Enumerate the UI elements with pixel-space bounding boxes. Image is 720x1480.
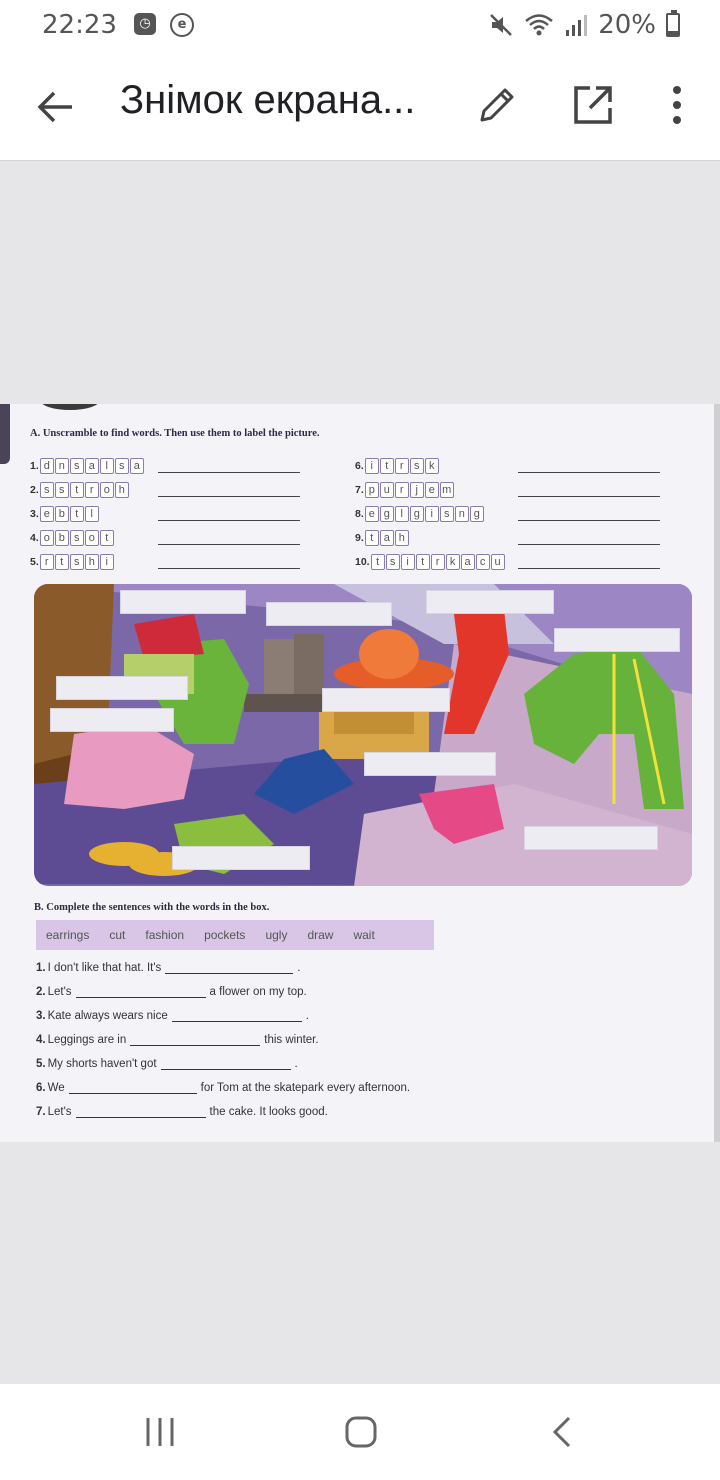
status-right-icons [488, 10, 680, 40]
letter-tile: s [386, 554, 400, 570]
letter-tile: a [130, 458, 144, 474]
letter-tile: r [85, 482, 99, 498]
letter-tile: l [100, 458, 114, 474]
sentence-row [36, 962, 301, 974]
picture-label-box [426, 590, 554, 614]
picture-label-box [266, 602, 392, 626]
status-time: 22:23 [42, 10, 117, 40]
letter-tile: s [440, 506, 454, 522]
open-external-icon[interactable] [568, 80, 618, 130]
letter-tile: a [380, 530, 394, 546]
letter-tile: t [380, 458, 394, 474]
answer-line [518, 496, 660, 497]
letter-tile: b [55, 506, 69, 522]
letter-tile: i [100, 554, 114, 570]
navigation-bar [0, 1384, 720, 1480]
page-title: Знімок екрана... [120, 78, 416, 122]
letter-tiles [40, 554, 114, 570]
picture-label-box [50, 708, 174, 732]
unscramble-item [355, 458, 439, 474]
page-edge-decoration [0, 404, 10, 464]
unscramble-item [30, 458, 144, 474]
letter-tiles [365, 458, 439, 474]
more-vert-icon[interactable] [652, 80, 702, 130]
letter-tiles [40, 458, 144, 474]
letter-tile: u [380, 482, 394, 498]
sentence-number: 1. [36, 962, 46, 974]
letter-tile: b [55, 530, 69, 546]
clothes-picture [34, 584, 692, 886]
word-box [36, 920, 434, 950]
picture-label-box [364, 752, 496, 776]
sentence-number: 4. [36, 1034, 46, 1046]
sentence-text: for Tom at the skatepark every afternoon. [200, 1082, 411, 1094]
letter-tile: h [395, 530, 409, 546]
letter-tile: t [70, 506, 84, 522]
signal-icon [564, 12, 588, 38]
letter-tile: t [70, 482, 84, 498]
letter-tile: r [431, 554, 445, 570]
screenshot-image[interactable] [0, 404, 720, 1142]
item-number: 5. [30, 556, 39, 568]
word-box-word: pockets [204, 928, 246, 942]
unscramble-item [30, 554, 114, 570]
sentence-text: Let's [47, 986, 72, 998]
answer-line [158, 472, 300, 473]
picture-label-box [172, 846, 310, 870]
sentence-text: I don't like that hat. It's [47, 962, 162, 974]
sentence-text: Let's [47, 1106, 72, 1118]
answer-line [158, 544, 300, 545]
sentence-row [36, 1010, 309, 1022]
answer-blank [130, 1036, 260, 1046]
letter-tile: g [470, 506, 484, 522]
letter-tile: l [85, 506, 99, 522]
letter-tiles [365, 506, 484, 522]
letter-tile: s [70, 554, 84, 570]
sentence-text: . [297, 962, 301, 974]
letter-tile: r [395, 458, 409, 474]
back-icon[interactable] [543, 1412, 583, 1452]
letter-tile: t [416, 554, 430, 570]
answer-blank [76, 1108, 206, 1118]
item-number: 3. [30, 508, 39, 520]
letter-tile: j [410, 482, 424, 498]
letter-tile: o [40, 530, 54, 546]
letter-tiles [365, 530, 409, 546]
sentence-row [36, 986, 307, 998]
arrow-back-icon[interactable] [30, 82, 80, 132]
unscramble-item [30, 506, 99, 522]
unscramble-item [355, 482, 454, 498]
letter-tiles [40, 530, 114, 546]
letter-tile: t [55, 554, 69, 570]
word-box-word: wait [353, 928, 375, 942]
battery-icon [666, 13, 680, 37]
letter-tile: i [425, 506, 439, 522]
mute-icon [488, 12, 514, 38]
home-icon[interactable] [341, 1412, 381, 1452]
letter-tile: g [410, 506, 424, 522]
letter-tile: a [461, 554, 475, 570]
unscramble-item [30, 530, 114, 546]
unscramble-item [355, 554, 505, 570]
e-icon: e [170, 13, 194, 37]
wifi-icon [524, 12, 554, 38]
letter-tile: s [70, 458, 84, 474]
letter-tile: t [371, 554, 385, 570]
picture-label-box [56, 676, 188, 700]
section-b-title: B. Complete the sentences with the words in the box. [34, 902, 270, 913]
item-number: 8. [355, 508, 364, 520]
letter-tiles [40, 482, 129, 498]
letter-tile: h [85, 554, 99, 570]
unscramble-item [355, 506, 484, 522]
sentence-row [36, 1082, 410, 1094]
app-bar [0, 52, 720, 161]
page-corner-decoration [40, 404, 100, 410]
letter-tile: d [40, 458, 54, 474]
unscramble-item [355, 530, 409, 546]
item-number: 4. [30, 532, 39, 544]
letter-tile: k [446, 554, 460, 570]
sentence-number: 7. [36, 1106, 46, 1118]
unscramble-item [30, 482, 129, 498]
sentence-number: 5. [36, 1058, 46, 1070]
letter-tile: c [476, 554, 490, 570]
sentence-text: the cake. It looks good. [209, 1106, 328, 1118]
letter-tile: e [365, 506, 379, 522]
answer-blank [69, 1084, 197, 1094]
sentence-row [36, 1058, 298, 1070]
letter-tile: h [115, 482, 129, 498]
letter-tile: n [55, 458, 69, 474]
letter-tile: s [55, 482, 69, 498]
letter-tile: o [85, 530, 99, 546]
status-bar [0, 0, 720, 52]
battery-percent: 20% [598, 10, 656, 40]
sentence-text: We [47, 1082, 65, 1094]
letter-tiles [371, 554, 505, 570]
item-number: 10. [355, 556, 370, 568]
sentence-row [36, 1106, 328, 1118]
sentence-number: 6. [36, 1082, 46, 1094]
edit-icon[interactable] [472, 80, 522, 130]
sentence-text: . [305, 1010, 309, 1022]
item-number: 1. [30, 460, 39, 472]
letter-tile: l [395, 506, 409, 522]
word-box-word: draw [307, 928, 334, 942]
picture-label-box [322, 688, 450, 712]
letter-tile: o [100, 482, 114, 498]
letter-tile: i [365, 458, 379, 474]
sentence-text: this winter. [264, 1034, 319, 1046]
letter-tile: t [365, 530, 379, 546]
sentence-text: Kate always wears nice [47, 1010, 168, 1022]
letter-tile: k [425, 458, 439, 474]
sentence-row [36, 1034, 319, 1046]
letter-tile: n [455, 506, 469, 522]
answer-line [158, 520, 300, 521]
section-a-title: A. Unscramble to find words. Then use them to label the picture. [30, 428, 320, 439]
letter-tile: s [70, 530, 84, 546]
word-box-word: ugly [265, 928, 288, 942]
item-number: 6. [355, 460, 364, 472]
letter-tile: p [365, 482, 379, 498]
item-number: 9. [355, 532, 364, 544]
sentence-text: My shorts haven't got [47, 1058, 157, 1070]
letter-tile: s [40, 482, 54, 498]
letter-tile: u [491, 554, 505, 570]
picture-label-box [524, 826, 658, 850]
answer-line [158, 496, 300, 497]
answer-line [518, 544, 660, 545]
letter-tiles [365, 482, 454, 498]
alarm-icon: ◷ [134, 13, 156, 35]
letter-tiles [40, 506, 99, 522]
recents-icon[interactable] [140, 1412, 180, 1452]
page-right-edge [714, 404, 720, 1142]
word-box-word: fashion [145, 928, 185, 942]
answer-blank [161, 1060, 291, 1070]
answer-blank [165, 964, 293, 974]
letter-tile: m [440, 482, 454, 498]
letter-tile: r [395, 482, 409, 498]
word-box-word: earrings [46, 928, 90, 942]
answer-blank [76, 988, 206, 998]
letter-tile: a [85, 458, 99, 474]
sentence-number: 3. [36, 1010, 46, 1022]
letter-tile: s [115, 458, 129, 474]
answer-line [518, 520, 660, 521]
answer-blank [172, 1012, 302, 1022]
letter-tile: i [401, 554, 415, 570]
word-box-word: cut [109, 928, 126, 942]
item-number: 7. [355, 484, 364, 496]
letter-tile: e [425, 482, 439, 498]
sentence-number: 2. [36, 986, 46, 998]
picture-label-box [120, 590, 246, 614]
sentence-text: . [294, 1058, 298, 1070]
sentence-text: a flower on my top. [209, 986, 307, 998]
letter-tile: t [100, 530, 114, 546]
answer-line [518, 568, 660, 569]
answer-line [158, 568, 300, 569]
letter-tile: s [410, 458, 424, 474]
sentence-text: Leggings are in [47, 1034, 127, 1046]
letter-tile: e [40, 506, 54, 522]
letter-tile: r [40, 554, 54, 570]
picture-label-box [554, 628, 680, 652]
letter-tile: g [380, 506, 394, 522]
answer-line [518, 472, 660, 473]
item-number: 2. [30, 484, 39, 496]
